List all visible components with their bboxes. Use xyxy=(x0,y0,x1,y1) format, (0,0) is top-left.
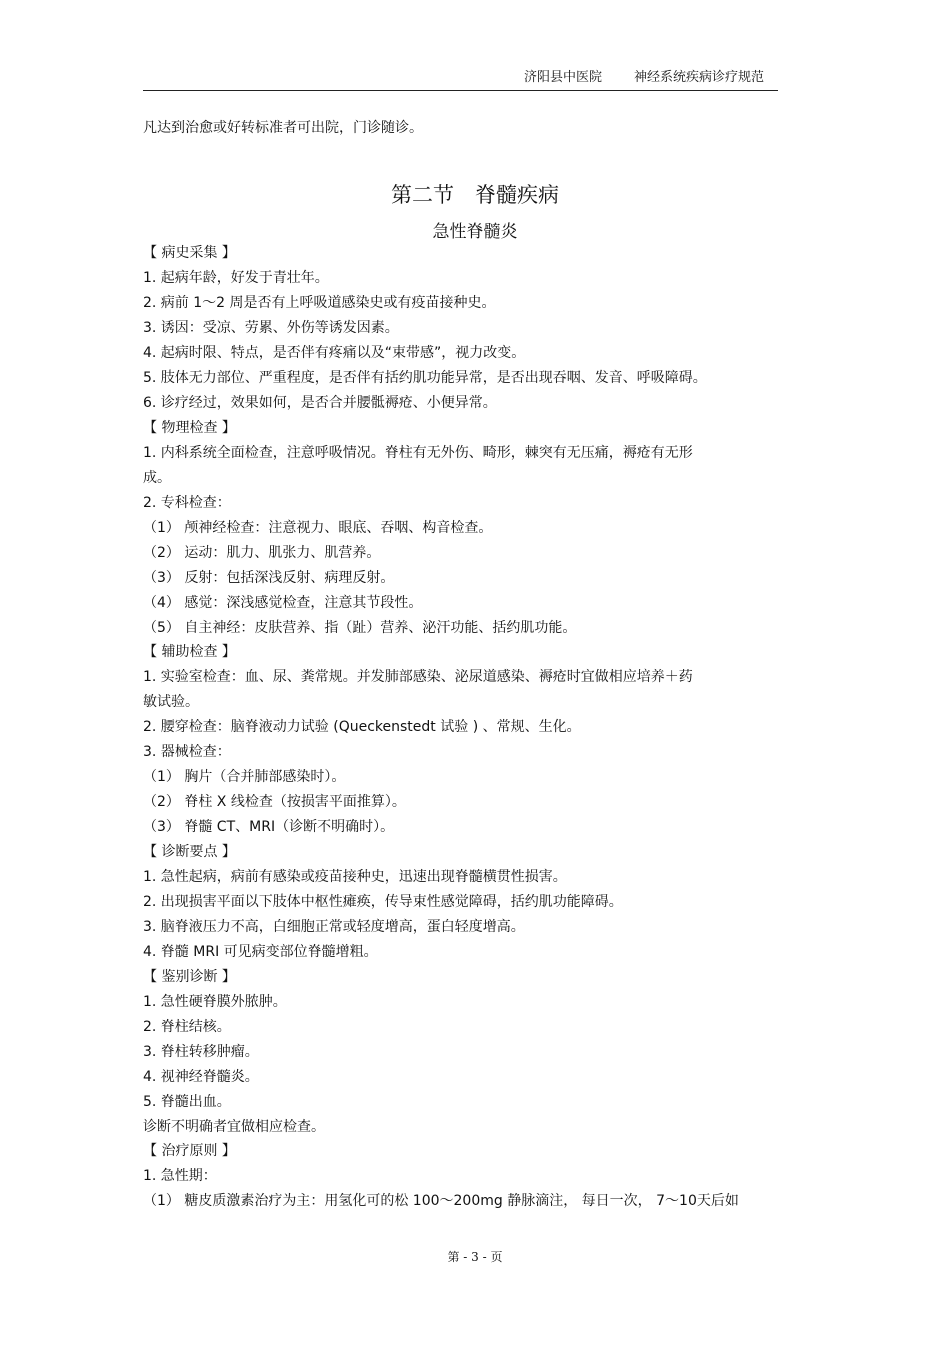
section-title: 第二节 脊髓疾病 xyxy=(391,183,559,207)
text-line: 诊断不明确者宜做相应检查。 xyxy=(143,1119,325,1135)
text-line: 2. 脊柱结核。 xyxy=(143,1019,231,1035)
heading-physical-exam: 【 物理检查 】 xyxy=(143,420,236,436)
text-line: 3. 器械检查： xyxy=(143,744,231,760)
text-line: （2） 脊柱 X 线检查（按损害平面推算）。 xyxy=(143,794,406,810)
text-line: 2. 病前 1～2 周是否有上呼吸道感染史或有疫苗接种史。 xyxy=(143,295,496,311)
header-document-title: 神经系统疾病诊疗规范 xyxy=(633,70,764,85)
text-line: 成。 xyxy=(143,470,171,486)
text-line: 5. 肢体无力部位、严重程度，是否伴有括约肌功能异常，是否出现吞咽、发音、呼吸障碍。 xyxy=(143,370,707,386)
header-hospital-name: 济阳县中医院 xyxy=(523,70,602,85)
heading-auxiliary-exam: 【 辅助检查 】 xyxy=(143,644,236,660)
text-line: 6. 诊疗经过，效果如何，是否合并腰骶褥疮、小便异常。 xyxy=(143,395,497,411)
heading-treatment: 【 治疗原则 】 xyxy=(143,1143,236,1159)
text-line: （3） 脊髓 CT、MRI（诊断不明确时）。 xyxy=(143,819,395,835)
text-line: （4） 感觉：深浅感觉检查，注意其节段性。 xyxy=(143,595,423,611)
text-line: 1. 起病年龄，好发于青壮年。 xyxy=(143,270,329,286)
text-line: 5. 脊髓出血。 xyxy=(143,1094,231,1110)
text-line: 3. 脊柱转移肿瘤。 xyxy=(143,1044,259,1060)
text-line: 2. 专科检查： xyxy=(143,495,231,511)
text-line: 1. 实验室检查：血、尿、粪常规。并发肺部感染、泌尿道感染、褥疮时宜做相应培养＋药 xyxy=(143,669,693,685)
text-line: 4. 视神经脊髓炎。 xyxy=(143,1069,259,1085)
text-line: （1） 胸片（合并肺部感染时）。 xyxy=(143,769,346,785)
heading-history: 【 病史采集 】 xyxy=(143,245,236,261)
heading-differential: 【 鉴别诊断 】 xyxy=(143,969,236,985)
text-line: 1. 急性期： xyxy=(143,1168,217,1184)
text-line: 3. 脑脊液压力不高，白细胞正常或轻度增高，蛋白轻度增高。 xyxy=(143,919,525,935)
page-number: 第 - 3 - 页 xyxy=(447,1250,503,1264)
text-line: 敏试验。 xyxy=(143,694,199,710)
text-line: （5） 自主神经：皮肤营养、指（趾）营养、泌汗功能、括约肌功能。 xyxy=(143,620,577,636)
text-line: 1. 急性硬脊膜外脓肿。 xyxy=(143,994,287,1010)
text-line: 4. 起病时限、特点，是否伴有疼痛以及“束带感”，视力改变。 xyxy=(143,345,526,361)
heading-diagnosis: 【 诊断要点 】 xyxy=(143,844,236,860)
text-line: （1） 糖皮质激素治疗为主：用氢化可的松 100～200mg 静脉滴注， 每日一次， 7～10天后如 xyxy=(143,1193,739,1209)
text-line: 2. 出现损害平面以下肢体中枢性瘫痪，传导束性感觉障碍，括约肌功能障碍。 xyxy=(143,894,623,910)
text-line: 2. 腰穿检查：脑脊液动力试验 (Queckenstedt 试验 ) 、常规、生化。 xyxy=(143,719,581,735)
subsection-title: 急性脊髓炎 xyxy=(432,222,518,242)
text-line: （2） 运动：肌力、肌张力、肌营养。 xyxy=(143,545,381,561)
text-line: 3. 诱因：受凉、劳累、外伤等诱发因素。 xyxy=(143,320,399,336)
intro-paragraph: 凡达到治愈或好转标准者可出院，门诊随诊。 xyxy=(143,120,423,136)
text-line: 1. 内科系统全面检查，注意呼吸情况。脊柱有无外伤、畸形，棘突有无压痛，褥疮有无形 xyxy=(143,445,693,461)
text-line: 1. 急性起病，病前有感染或疫苗接种史，迅速出现脊髓横贯性损害。 xyxy=(143,869,567,885)
text-line: （3） 反射：包括深浅反射、病理反射。 xyxy=(143,570,395,586)
text-line: （1） 颅神经检查：注意视力、眼底、吞咽、构音检查。 xyxy=(143,520,493,536)
text-line: 4. 脊髓 MRI 可见病变部位脊髓增粗。 xyxy=(143,944,378,960)
page-header xyxy=(143,64,778,91)
